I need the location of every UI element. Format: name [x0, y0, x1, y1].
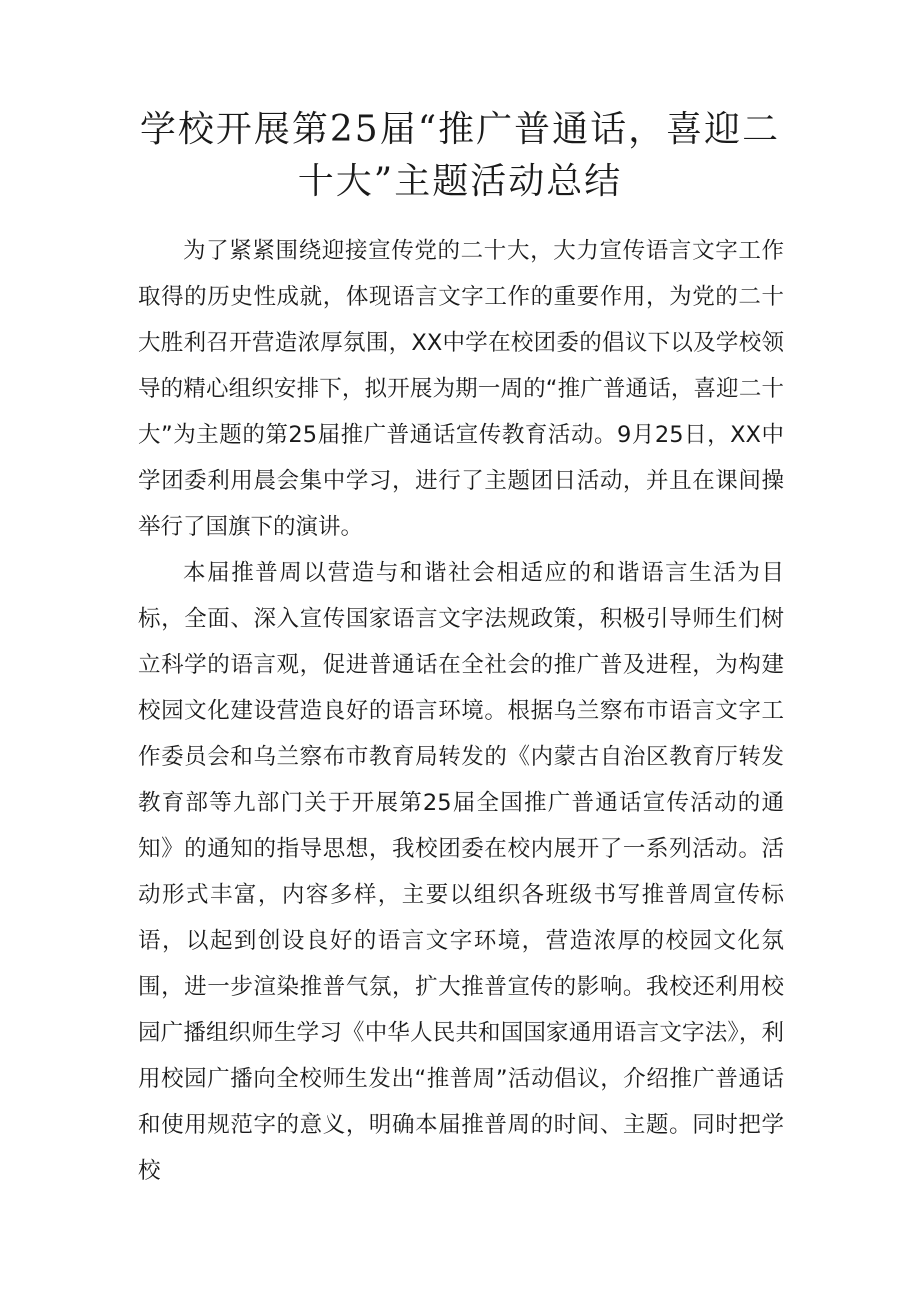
document-body [138, 228, 784, 1194]
paragraph-1: 为了紧紧围绕迎接宣传党的二十大，大力宣传语言文字工作取得的历史性成就，体现语言文字工作的重要作用，为党的二十大胜利召开营造浓厚氛围，XX中学在校团委的倡议下以及学校领导的精心组织安排下，拟开展为期一周的“推广普通话，喜迎二十大”为主题的第25届推广普通话宣传教育活动。9月25日，XX中学团委利用晨会集中学习，进行了主题团日活动，并且在课间操举行了国旗下的演讲。 [138, 238, 784, 540]
paragraph-2: 本届推普周以营造与和谐社会相适应的和谐语言生活为目标，全面、深入宣传国家语言文字法规政策，积极引导师生们树立科学的语言观，促进普通话在全社会的推广普及进程，为构建校园文化建设营造良好的语言环境。根据乌兰察布市语言文字工作委员会和乌兰察布市教育局转发的《内蒙古自治区教育厅转发教育部等九部门关于开展第25届全国推广普通话宣传活动的通知》的通知的指导思想，我校团委在校内展开了一系列活动。活动形式丰富，内容多样，主要以组织各班级书写推普周宣传标语，以起到创设良好的语言文字环境，营造浓厚的校园文化氛围，进一步渲染推普气氛，扩大推普宣传的影响。我校还利用校园广播组织师生学习《中华人民共和国国家通用语言文字法》，利用校园广播向全校师生发出“推普周”活动倡议，介绍推广普通话和使用规范字的意义，明确本届推普周的时间、主题。同时把学校 [138, 560, 784, 1184]
document-title: 学校开展第25届“推广普通话，喜迎二十大”主题活动总结 [139, 109, 781, 202]
